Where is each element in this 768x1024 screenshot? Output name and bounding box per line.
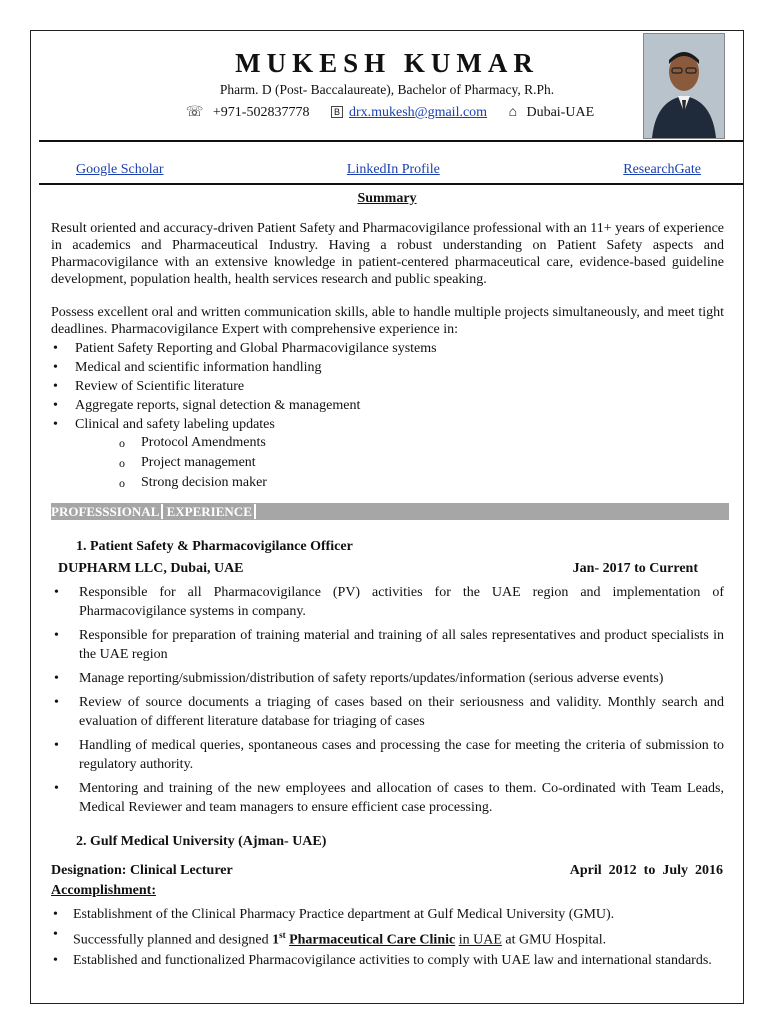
list-item: • Manage reporting/submission/distribution of safety reports/updates/information (serious adverse events) — [51, 669, 724, 688]
job1-title: 1. Patient Safety & Pharmacovigilance Officer — [76, 539, 353, 554]
phone-item — [180, 105, 313, 120]
job1-duties — [51, 583, 724, 822]
location-icon: ⌂ — [508, 105, 517, 120]
email-item — [325, 105, 491, 120]
job2-accomplishments — [51, 906, 724, 972]
list-item: • Mentoring and training of the new employees and allocation of cases to them. Co-ordinated with Team Leads, Medical Reviewer and team managers to ensure efficient case processing. — [51, 779, 724, 817]
job1-company: DUPHARM LLC, Dubai, UAE — [58, 561, 244, 576]
links-divider — [39, 183, 743, 185]
job2-designation: Designation: Clinical Lecturer — [51, 863, 233, 878]
list-item: • Review of Scientific literature — [51, 377, 437, 396]
list-item: • Handling of medical queries, spontaneous cases and processing the case for meeting the criteria of submission to regulatory authority. — [51, 736, 724, 774]
email-icon: B — [331, 106, 343, 118]
list-item: • Patient Safety Reporting and Global Pharmacovigilance systems — [51, 339, 437, 358]
labeling-sub-list — [119, 433, 267, 493]
resume-page — [30, 30, 744, 1004]
summary-paragraph-1: Result oriented and accuracy-driven Patient Safety and Pharmacovigilance professional with an 11+ years of experience in academics and Pharmaceutical Industry. Having a robust understanding on Patient Safety aspects and Pharmacovigilance with an extensive knowledge in patient-centered pharmaceutical care, evidence-based guideline development, population health, health services research and public speaking. — [51, 221, 724, 287]
section-title-part-2: EXPERIENCE — [167, 504, 256, 519]
list-item: • Responsible for all Pharmacovigilance (PV) activities for the UAE region and implementation of Pharmacovigilance systems in company. — [51, 583, 724, 621]
summary-paragraph-2: Possess excellent oral and written communication skills, able to handle multiple projects simultaneously, and meet tight deadlines. Pharmacovigilance Expert with comprehensive experience in: — [51, 305, 724, 337]
contact-line — [31, 104, 743, 121]
summary-heading: Summary — [357, 191, 417, 206]
acc2-text-e: at GMU Hospital. — [501, 932, 607, 948]
profile-photo-image — [644, 34, 724, 138]
candidate-name: MUKESH KUMAR — [235, 48, 539, 78]
experience-section-header — [51, 503, 729, 520]
list-item: o Protocol Amendments — [119, 433, 267, 453]
list-item: • Clinical and safety labeling updates — [51, 415, 437, 434]
email-link[interactable]: drx.mukesh@gmail.com — [348, 105, 488, 120]
job2-dates: April 2012 to July 2016 — [569, 863, 723, 878]
list-item: • Responsible for preparation of training material and training of all sales representatives and product specialists in the UAE region — [51, 626, 724, 664]
list-item: • Aggregate reports, signal detection & management — [51, 396, 437, 415]
list-item: o Strong decision maker — [119, 473, 267, 493]
researchgate-link[interactable]: ResearchGate — [623, 162, 701, 177]
profile-links — [76, 162, 701, 178]
list-item: • Medical and scientific information handling — [51, 358, 437, 377]
expertise-list — [51, 339, 437, 434]
acc2-text-a: Successfully planned and designed — [73, 932, 273, 948]
profile-photo — [643, 33, 725, 139]
accomplishment-heading: Accomplishment: — [51, 883, 156, 898]
list-item: • Review of source documents a triaging of cases based on their seriousness and validity. Monthly search and evaluation of different literature database for triaging of cases — [51, 693, 724, 731]
linkedin-link[interactable]: LinkedIn Profile — [346, 162, 440, 177]
job2-title: 2. Gulf Medical University (Ajman- UAE) — [76, 834, 327, 849]
acc2-first-sup: st — [279, 930, 286, 940]
header-divider — [39, 140, 743, 142]
list-item — [51, 926, 724, 950]
job1-dates: Jan- 2017 to Current — [572, 561, 698, 576]
list-item: • Established and functionalized Pharmacovigilance activities to comply with UAE law and international standards. — [51, 952, 724, 970]
section-title-part-1: PROFESSSIONAL — [51, 504, 163, 519]
phone-icon: ☏ — [185, 105, 204, 120]
google-scholar-link[interactable]: Google Scholar — [76, 162, 164, 177]
acc2-in-uae: in UAE — [458, 932, 502, 948]
list-item: o Project management — [119, 453, 267, 473]
acc2-first: 1 — [272, 932, 280, 948]
phone-number: +971-502837778 — [212, 105, 310, 120]
list-item: • Establishment of the Clinical Pharmacy Practice department at Gulf Medical University (GMU). — [51, 906, 724, 924]
degree-line: Pharm. D (Post- Baccalaureate), Bachelor of Pharmacy, R.Ph. — [219, 82, 555, 97]
location-item — [503, 105, 595, 120]
acc2-clinic: Pharmaceutical Care Clinic — [289, 932, 456, 948]
location-text: Dubai-UAE — [526, 105, 595, 120]
